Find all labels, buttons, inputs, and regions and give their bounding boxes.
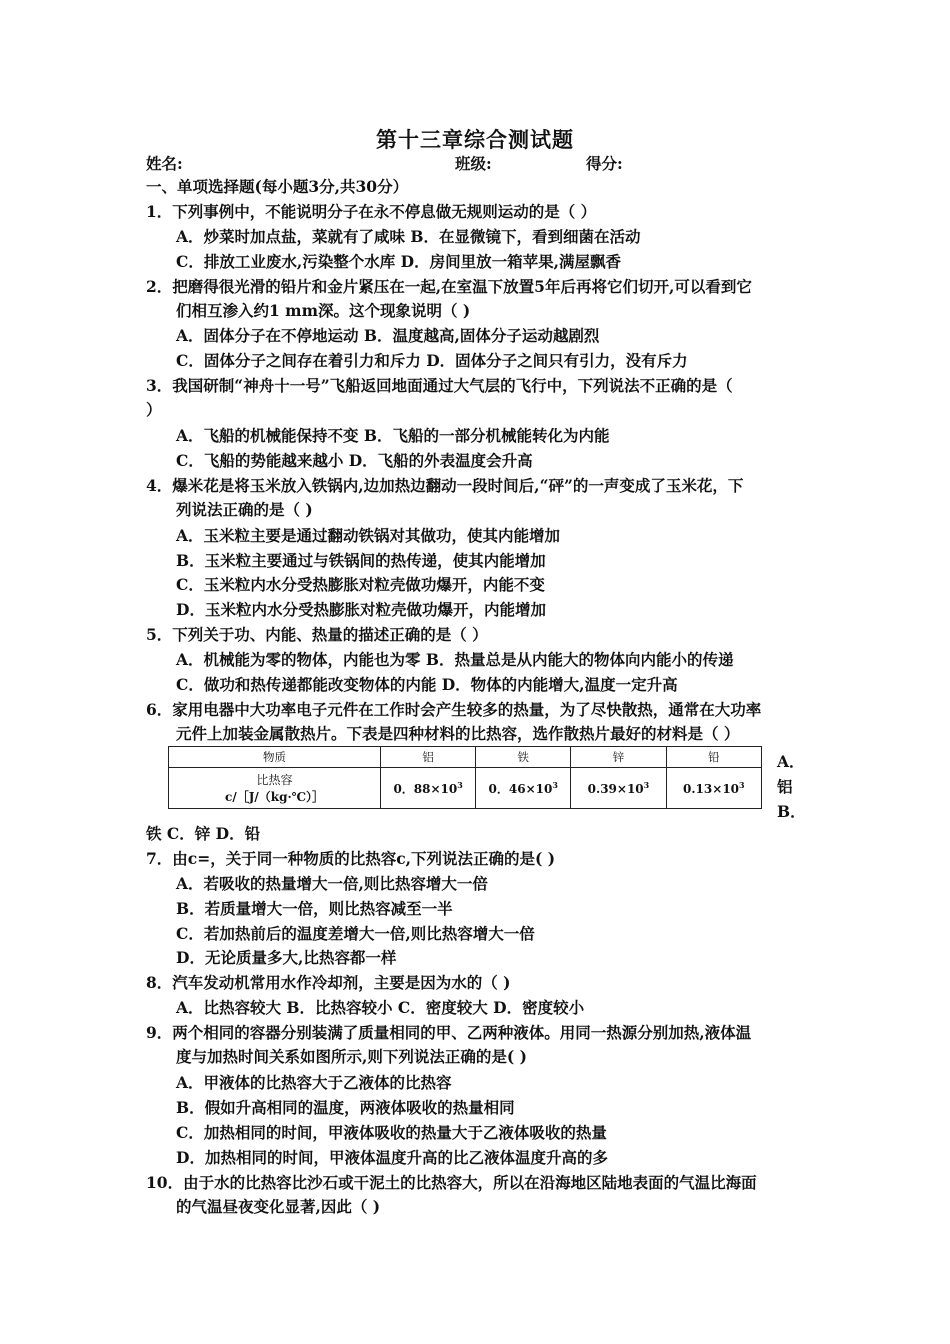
table-row-label [169, 768, 381, 809]
question-2-options-cd: C．固体分子之间存在着引力和斥力 D．固体分子之间只有引力，没有斥力 [176, 351, 688, 370]
question-2-stem-line1: 2．把磨得很光滑的铅片和金片紧压在一起,在室温下放置5年后再将它们切开,可以看到它 [146, 277, 752, 296]
row-label-line1: 比热容 [256, 773, 293, 787]
question-6-side-a-text: 铝 [777, 777, 793, 796]
table-cell [666, 768, 761, 809]
table-cell [381, 768, 476, 809]
cell-value: 0．88×10 [393, 781, 458, 796]
class-label: 班级: [455, 154, 492, 173]
question-5-options-cd: C．做功和热传递都能改变物体的内能 D．物体的内能增大,温度一定升高 [176, 675, 678, 694]
question-1-options-ab: A．炒菜时加点盐，菜就有了咸味 B．在显微镜下，看到细菌在活动 [176, 227, 641, 246]
score-label: 得分: [586, 154, 623, 173]
table-cell [476, 768, 571, 809]
question-4-option-b: B．玉米粒主要通过与铁锅间的热传递，使其内能增加 [176, 551, 546, 570]
question-4-option-c: C．玉米粒内水分受热膨胀对粒壳做功爆开，内能不变 [176, 575, 545, 594]
table-cell [571, 768, 666, 809]
question-7-option-c: C．若加热前后的温度差增大一倍,则比热容增大一倍 [176, 924, 535, 943]
question-6-side-a: A． [777, 752, 805, 771]
question-2-options-ab: A．固体分子在不停地运动 B．温度越高,固体分子运动越剧烈 [176, 326, 600, 345]
question-9-option-b: B．假如升高相同的温度，两液体吸收的热量相同 [176, 1098, 515, 1117]
cell-exponent: 3 [457, 779, 463, 790]
question-10-stem-line2: 的气温昼夜变化显著,因此（ ) [176, 1197, 381, 1216]
question-6-stem-line1: 6．家用电器中大功率电子元件在工作时会产生较多的热量，为了尽快散热，通常在大功率 [146, 700, 762, 719]
question-9-option-d: D．加热相同的时间，甲液体温度升高的比乙液体温度升高的多 [176, 1148, 608, 1167]
question-4-stem-line1: 4．爆米花是将玉米放入铁锅内,边加热边翻动一段时间后,“砰”的一声变成了玉米花，下 [146, 476, 744, 495]
question-9-option-a: A．甲液体的比热容大于乙液体的比热容 [176, 1073, 452, 1092]
table-header-cell: 物质 [169, 747, 381, 768]
question-6-options-tail: 铁 C．锌 D．铅 [146, 824, 261, 843]
question-10-stem-line1: 10．由于水的比热容比沙石或干泥土的比热容大，所以在沿海地区陆地表面的气温比海面 [146, 1173, 757, 1192]
question-3-stem-line2: ） [146, 400, 162, 419]
cell-exponent: 3 [643, 780, 650, 790]
section-heading: 一、单项选择题(每小题3分,共30分） [146, 177, 409, 196]
question-4-option-a: A．玉米粒主要是通过翻动铁锅对其做功，使其内能增加 [176, 526, 561, 545]
page-title: 第十三章综合测试题 [376, 127, 574, 152]
question-9-stem-line2: 度与加热时间关系如图所示,则下列说法正确的是( ) [176, 1047, 527, 1066]
table-row [169, 768, 762, 809]
question-7-option-b: B．若质量增大一倍，则比热容减至一半 [176, 899, 453, 918]
question-2-stem-line2: 们相互渗入约1 mm深。这个现象说明（ ) [176, 301, 471, 320]
question-7-option-a: A．若吸收的热量增大一倍,则比热容增大一倍 [176, 874, 488, 893]
question-9-stem-line1: 9．两个相同的容器分别装满了质量相同的甲、乙两种液体。用同一热源分别加热,液体温 [146, 1023, 752, 1042]
question-8-options: A．比热容较大 B．比热容较小 C．密度较大 D．密度较小 [176, 998, 585, 1017]
question-9-option-c: C．加热相同的时间，甲液体吸收的热量大于乙液体吸收的热量 [176, 1123, 607, 1142]
question-7-stem: 7．由c=，关于同一种物质的比热容c,下列说法正确的是( ) [146, 849, 556, 868]
question-6-stem-line2: 元件上加装金属散热片。下表是四种材料的比热容，选作散热片最好的材料是（ ） [176, 724, 740, 743]
table-header-cell: 铝 [381, 747, 476, 768]
table-header-cell: 锌 [571, 747, 666, 768]
question-6-side-b: B． [777, 802, 806, 821]
question-3-options-cd: C．飞船的势能越来越小 D．飞船的外表温度会升高 [176, 451, 533, 470]
row-label-line2: c/［J/（kg·℃）］ [225, 790, 325, 804]
question-3-options-ab: A．飞船的机械能保持不变 B．飞船的一部分机械能转化为内能 [176, 426, 610, 445]
question-3-stem-line1: 3．我国研制“神舟十一号”飞船返回地面通过大气层的飞行中，下列说法不正确的是（ [146, 376, 733, 395]
question-7-option-d: D．无论质量多大,比热容都一样 [176, 948, 397, 967]
cell-exponent: 3 [739, 780, 745, 790]
table-header-cell: 铅 [666, 747, 761, 768]
table-header-row [169, 747, 762, 768]
table-header-cell: 铁 [476, 747, 571, 768]
question-1-stem: 1．下列事例中，不能说明分子在永不停息做无规则运动的是（ ） [146, 202, 597, 221]
question-4-option-d: D．玉米粒内水分受热膨胀对粒壳做功爆开，内能增加 [176, 600, 546, 619]
name-label: 姓名: [146, 154, 183, 173]
cell-value: 0.13×10 [683, 782, 740, 796]
cell-exponent: 3 [552, 779, 558, 790]
question-5-options-ab: A．机械能为零的物体，内能也为零 B．热量总是从内能大的物体向内能小的传递 [176, 650, 734, 669]
cell-value: 0.39×10 [587, 782, 644, 796]
question-1-options-cd: C．排放工业废水,污染整个水库 D．房间里放一箱苹果,满屋飘香 [176, 252, 621, 271]
question-4-stem-line2: 列说法正确的是（ ) [176, 500, 313, 519]
question-5-stem: 5．下列关于功、内能、热量的描述正确的是（ ） [146, 625, 488, 644]
question-8-stem: 8．汽车发动机常用水作冷却剂，主要是因为水的（ ) [146, 973, 511, 992]
specific-heat-table [168, 746, 762, 809]
cell-value: 0．46×10 [488, 781, 553, 796]
